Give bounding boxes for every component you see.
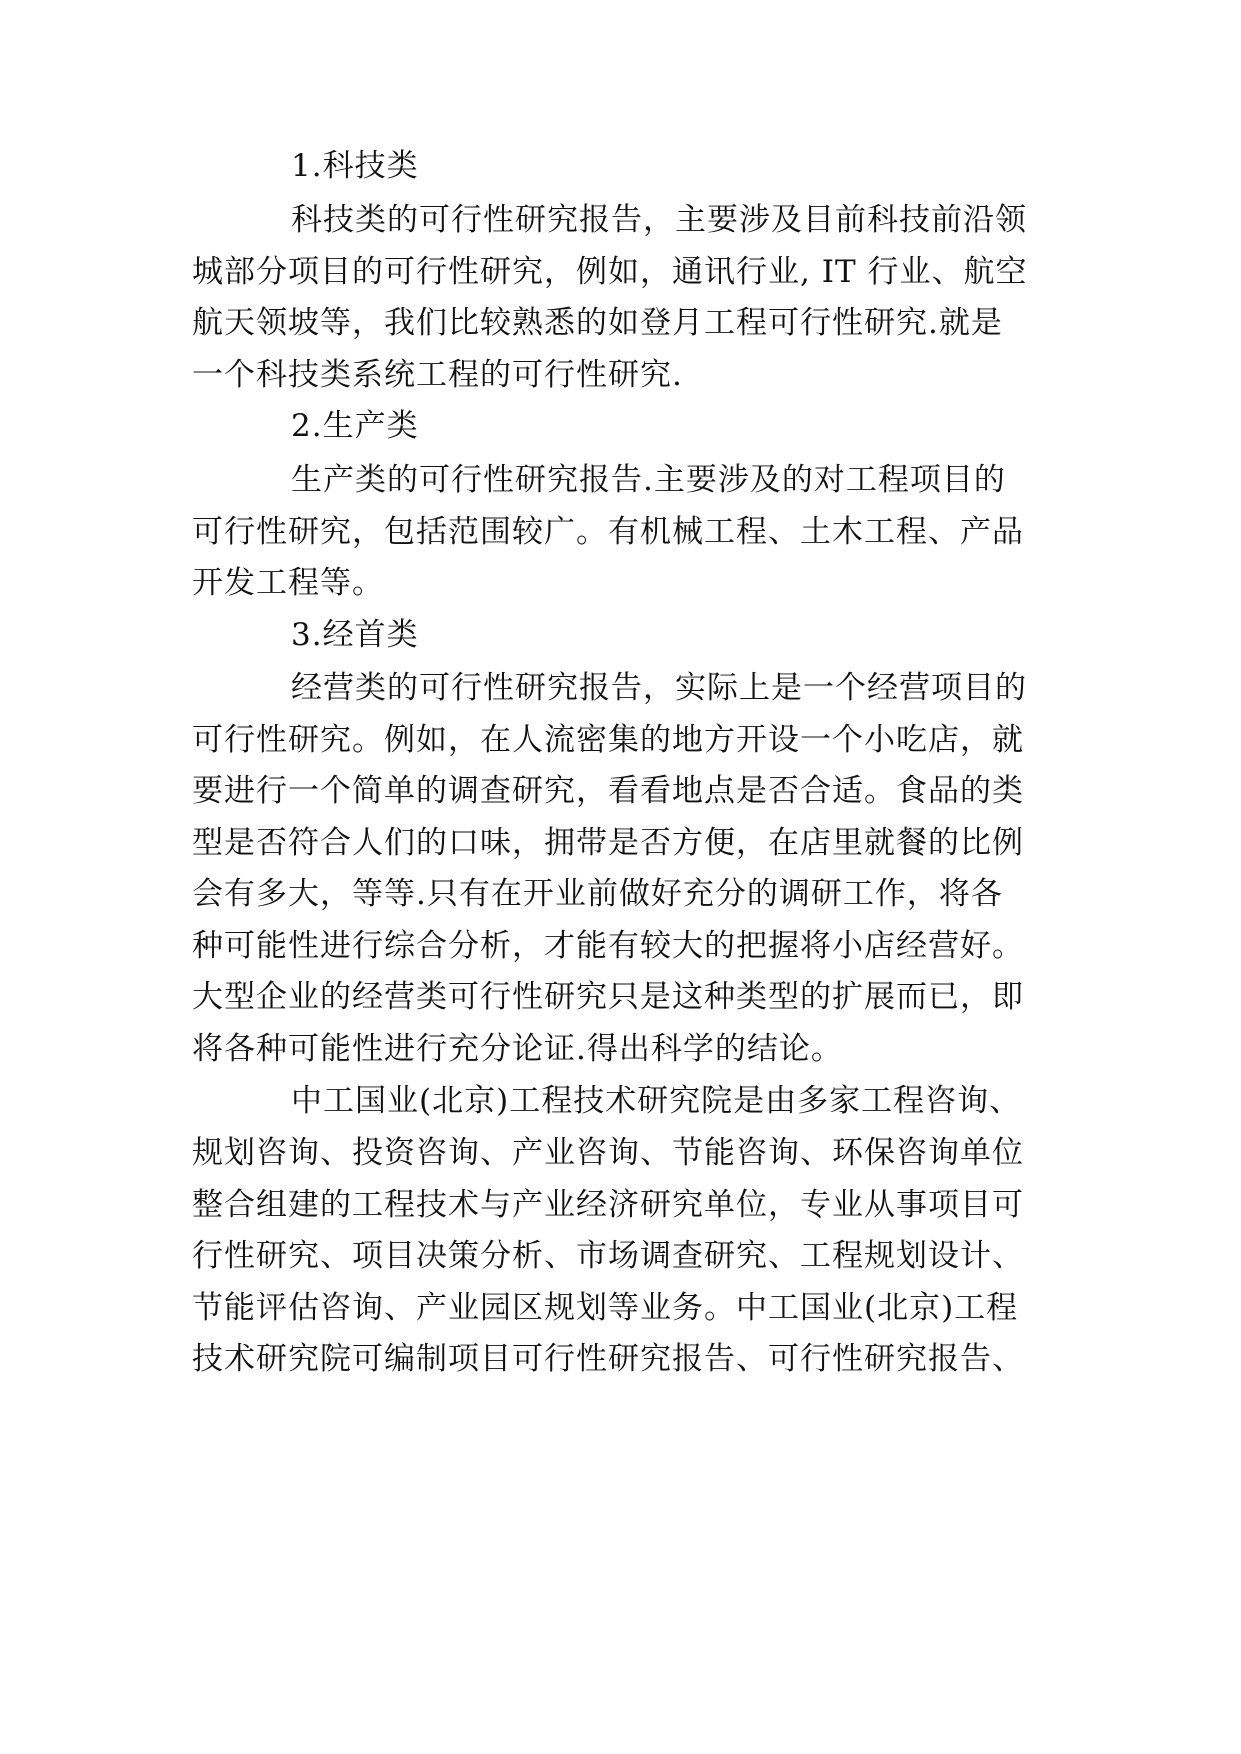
paragraph-line: 要进行一个简单的调查研究，看看地点是否合适。食品的类 (192, 773, 1024, 809)
paragraph-line: 行性研究、项目决策分析、市场调查研究、工程规划设计、 (192, 1238, 1024, 1274)
paragraph-line: 开发工程等。 (192, 565, 384, 601)
paragraph-line: 大型企业的经营类可行性研究只是这种类型的扩展而已，即 (192, 979, 1024, 1015)
paragraph-line: 城部分项目的可行性研究，例如，通讯行业, IT 行业、航空 (192, 254, 1028, 290)
section-heading-business: 3.经首类 (291, 617, 419, 653)
paragraph-line: 中工国业(北京)工程技术研究院是由多家工程咨询、 (291, 1083, 1022, 1119)
section-heading-tech: 1.科技类 (291, 148, 419, 184)
paragraph-line: 会有多大，等等.只有在开业前做好充分的调研工作，将各 (192, 876, 1003, 912)
paragraph-line: 型是否符合人们的口味，拥带是否方便，在店里就餐的比例 (192, 825, 1024, 861)
paragraph-line: 航天领坡等，我们比较熟悉的如登月工程可行性研究.就是 (192, 305, 1003, 341)
paragraph-line: 科技类的可行性研究报告，主要涉及目前科技前沿领 (291, 202, 1027, 238)
paragraph-line: 整合组建的工程技术与产业经济研究单位，专业从事项目可 (192, 1187, 1024, 1223)
paragraph-line: 技术研究院可编制项目可行性研究报告、可行性研究报告、 (192, 1341, 1024, 1377)
paragraph-line: 节能评估咨询、产业园区规划等业务。中工国业(北京)工程 (192, 1290, 1019, 1326)
paragraph-line: 生产类的可行性研究报告.主要涉及的对工程项目的 (291, 462, 1006, 498)
paragraph-line: 规划咨询、投资咨询、产业咨询、节能咨询、环保咨询单位 (192, 1135, 1024, 1171)
paragraph-line: 将各种可能性进行充分论证.得出科学的结论。 (192, 1031, 843, 1067)
paragraph-line: 可行性研究。例如，在人流密集的地方开设一个小吃店，就 (192, 722, 1024, 758)
paragraph-line: 种可能性进行综合分析，才能有较大的把握将小店经营好。 (192, 928, 1024, 964)
paragraph-line: 可行性研究，包括范围较广。有机械工程、土木工程、产品 (192, 514, 1024, 550)
paragraph-line: 经营类的可行性研究报告，实际上是一个经营项目的 (291, 670, 1027, 706)
section-heading-production: 2.生产类 (291, 408, 419, 444)
paragraph-line: 一个科技类系统工程的可行性研究. (192, 357, 683, 393)
